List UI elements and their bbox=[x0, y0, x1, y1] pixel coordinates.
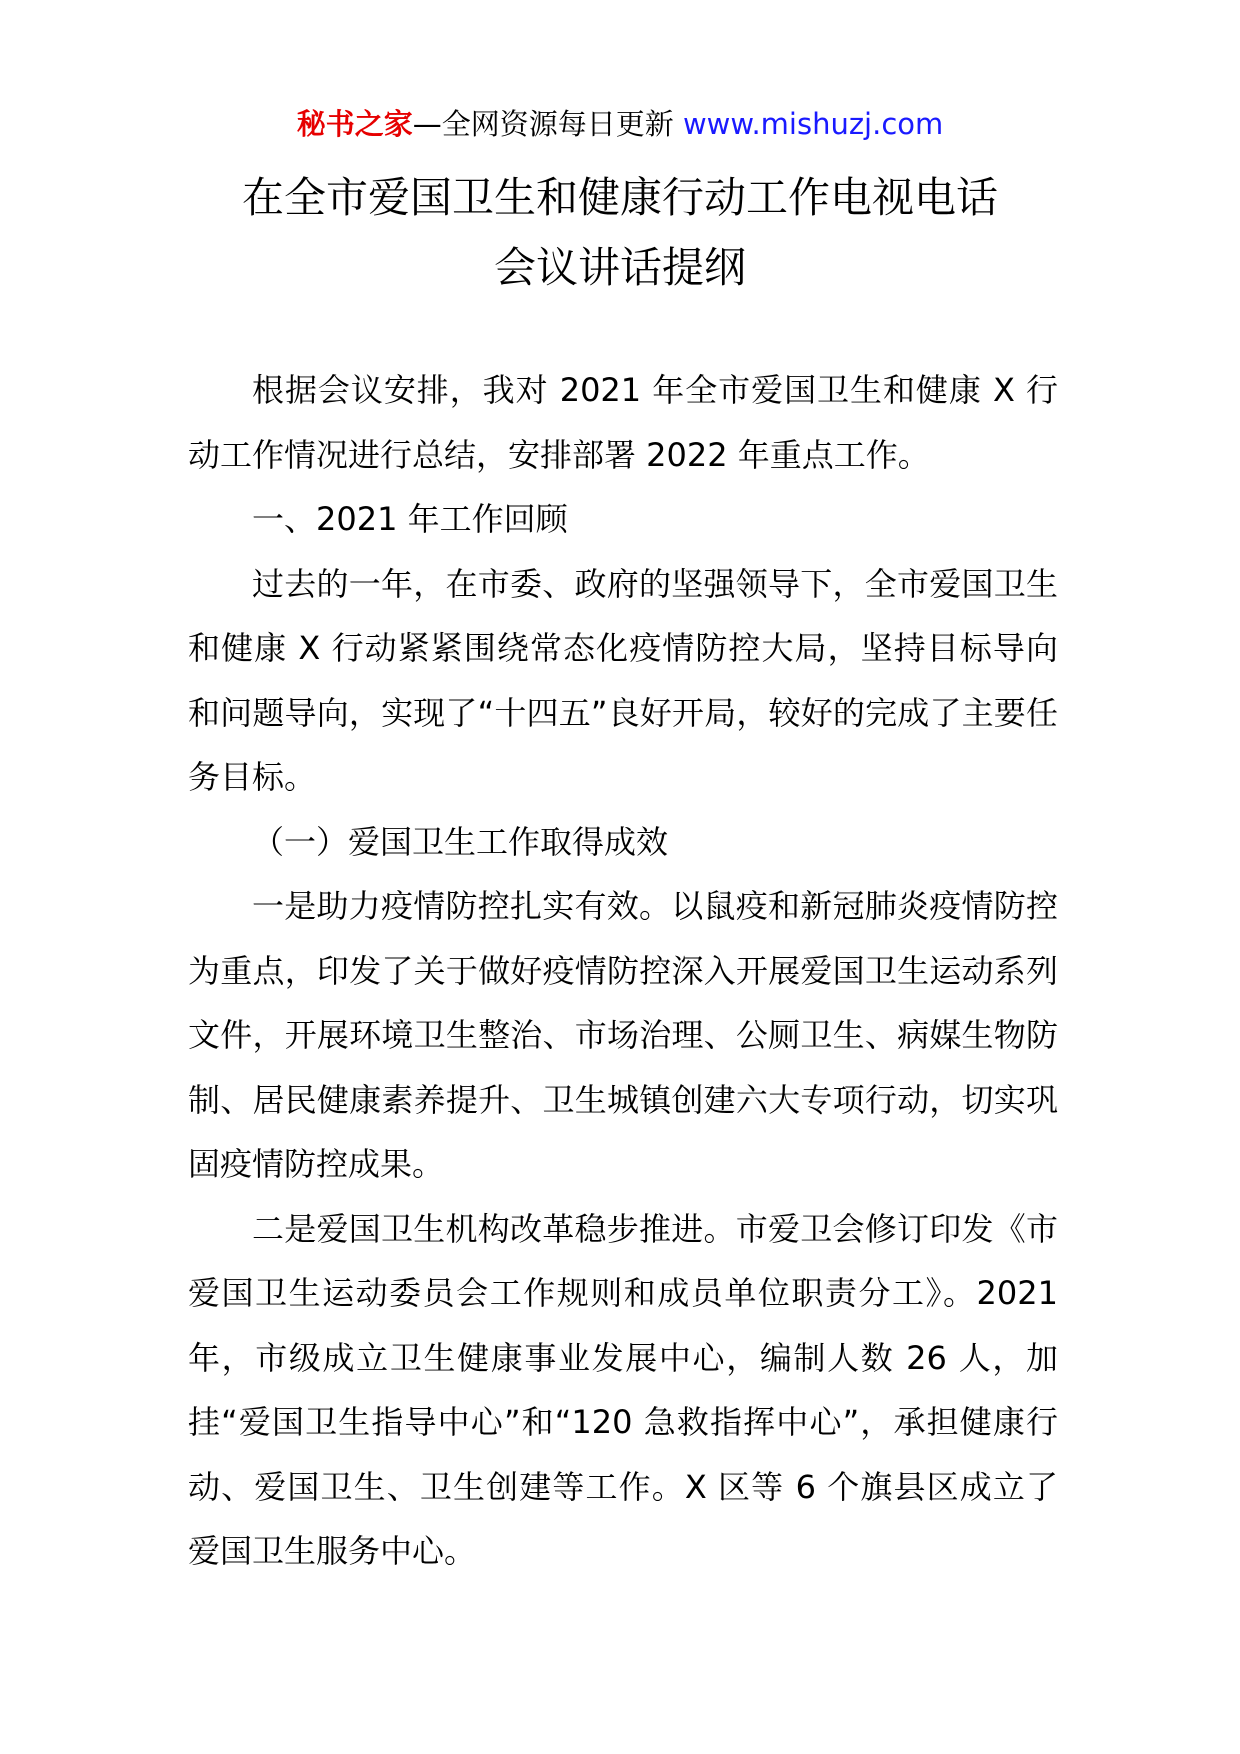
section-heading-1: 一、2021 年工作回顾 bbox=[252, 500, 568, 538]
point-1-paragraph: 一是助力疫情防控扎实有效。以鼠疫和新冠肺炎疫情防控为重点，印发了关于做好疫情防控深入开展爱国卫生运动系列文件，开展环境卫生整治、市场治理、公厕卫生、病媒生物防制、居民健康素养提升、卫生城镇创建六大专项行动，切实巩固疫情防控成果。 bbox=[188, 887, 1058, 1183]
site-header bbox=[0, 104, 1240, 144]
point-2-paragraph: 二是爱国卫生机构改革稳步推进。市爱卫会修订印发《市爱国卫生运动委员会工作规则和成员单位职责分工》。2021 年，市级成立卫生健康事业发展中心，编制人数 26 人，加挂“爱国卫生指导中心”和“120 急救指挥中心”，承担健康行动、爱国卫生、卫生创建等工作。X 区等 6 个旗县区成立了爱国卫生服务中心。 bbox=[188, 1209, 1058, 1570]
review-paragraph: 过去的一年，在市委、政府的坚强领导下，全市爱国卫生和健康 X 行动紧紧围绕常态化疫情防控大局，坚持目标导向和问题导向，实现了“十四五”良好开局，较好的完成了主要任务目标。 bbox=[188, 564, 1058, 796]
title-line-2: 会议讲话提纲 bbox=[493, 243, 746, 292]
title-line-1: 在全市爱国卫生和健康行动工作电视电话 bbox=[241, 173, 998, 222]
brand-name: 秘书之家 bbox=[296, 107, 413, 141]
document-title bbox=[150, 163, 1090, 303]
intro-paragraph: 根据会议安排，我对 2021 年全市爱国卫生和健康 X 行动工作情况进行总结，安排部署 2022 年重点工作。 bbox=[188, 371, 1058, 474]
header-tagline: —全网资源每日更新 bbox=[412, 107, 674, 141]
document-body bbox=[188, 358, 1058, 1584]
site-url-link[interactable]: www.mishuzj.com bbox=[682, 107, 944, 141]
subsection-heading-1: （一）爱国卫生工作取得成效 bbox=[252, 822, 669, 861]
